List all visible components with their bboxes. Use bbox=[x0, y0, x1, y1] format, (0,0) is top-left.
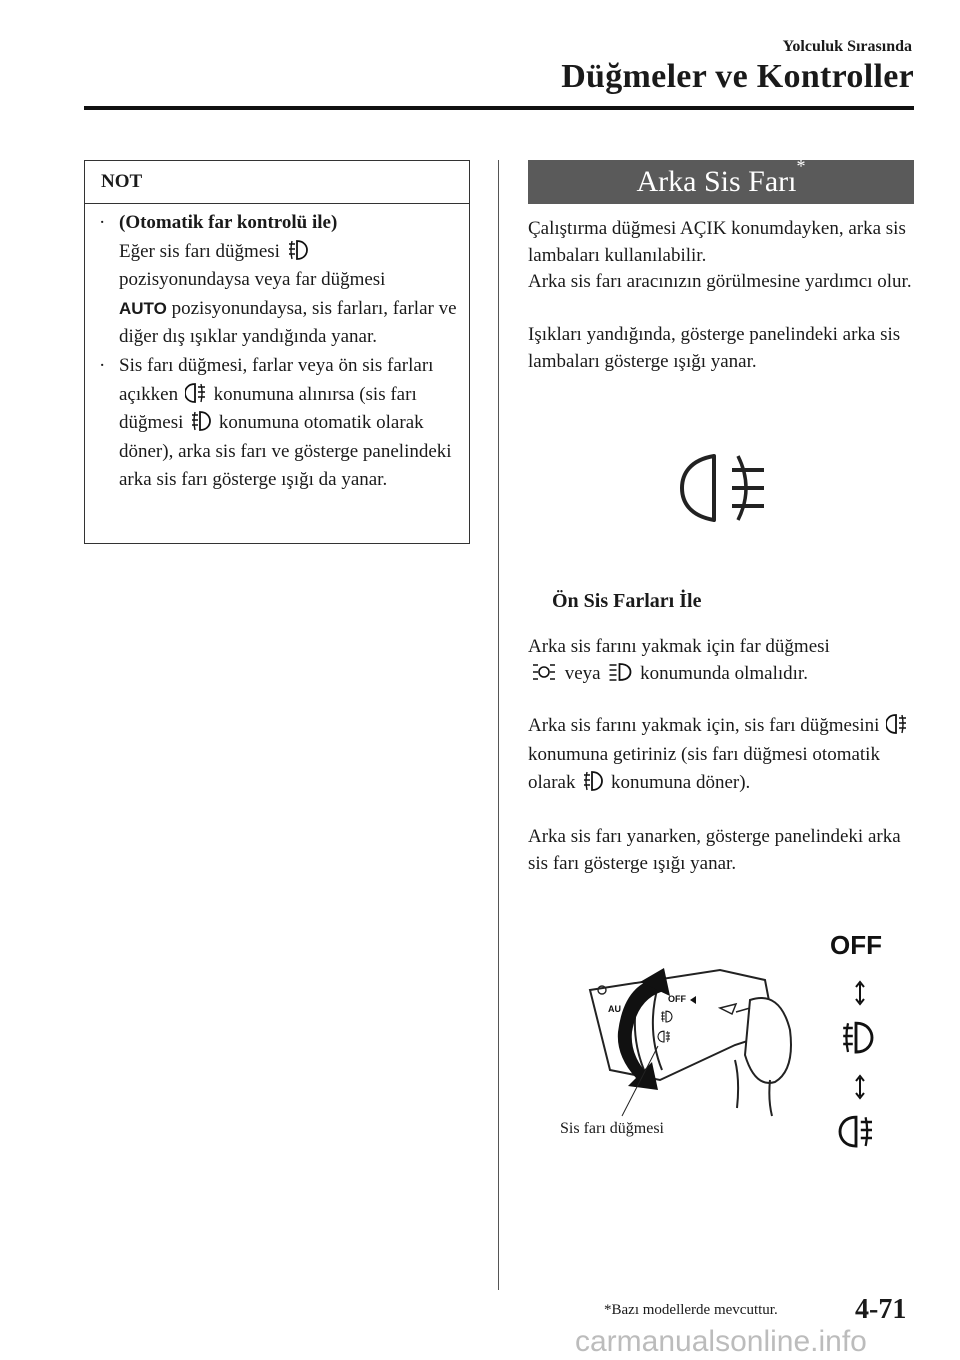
note-item-1-text-d: farlar ve diğer dış ışıklar yandığında yanar. bbox=[119, 297, 457, 348]
headlight-icon bbox=[607, 661, 633, 683]
stalk-knob bbox=[745, 998, 791, 1083]
front-fog-icon bbox=[843, 1023, 872, 1052]
note-item-1-heading: (Otomatik far kontrolü ile) bbox=[119, 212, 338, 233]
updown-arrow-icon bbox=[856, 1076, 864, 1098]
note-item-2-text-a: Sis farı düğmesi, farlar veya ön sis farları açıkken bbox=[119, 354, 434, 405]
column-divider bbox=[498, 160, 499, 1290]
rear-fog-icon bbox=[185, 382, 207, 404]
availability-asterisk: * bbox=[796, 156, 806, 176]
note-item-1-text-b: pozisyonundaysa veya far düğmesi bbox=[119, 269, 386, 291]
auto-icon: AUTO bbox=[119, 298, 167, 318]
paragraph-5-a: Arka sis farını yakmak için, sis farı düğmesini bbox=[528, 715, 880, 736]
watermark: carmanualsonline.info bbox=[575, 1325, 867, 1358]
note-item-1-text-c: pozisyonundaysa, sis farları, bbox=[171, 297, 388, 319]
note-item-1-text-a: Eğer sis farı düğmesi bbox=[119, 240, 280, 262]
subheading: Ön Sis Farları İle bbox=[552, 590, 702, 612]
note-item-1 bbox=[99, 209, 459, 352]
paragraph-3: Işıkları yandığında, gösterge panelindeki arka sis lambaları gösterge ışığı yanar. bbox=[528, 324, 901, 372]
page-title: Düğmeler ve Kontroller bbox=[561, 58, 914, 95]
paragraph-4 bbox=[528, 634, 918, 687]
note-header bbox=[85, 161, 469, 204]
off-position-label: OFF bbox=[830, 930, 882, 960]
header-rule bbox=[84, 106, 914, 110]
paragraph-5-c: konumuna döner). bbox=[610, 772, 751, 793]
paragraph-4-c: konumunda olmalıdır. bbox=[640, 662, 808, 684]
footnote: *Bazı modellerde mevcuttur. bbox=[604, 1302, 778, 1318]
rear-fog-indicator-icon bbox=[676, 452, 772, 524]
stalk-off-label: OFF bbox=[668, 994, 686, 1004]
section-title-bar bbox=[528, 156, 914, 204]
note-item-2-text-b: konumuna alınırsa (sis farı düğmesi bbox=[119, 383, 417, 434]
paragraph-1: Çalıştırma düğmesi AÇIK konumdayken, arka sis lambaları kullanılabilir. bbox=[528, 218, 906, 266]
page-number: 4-71 bbox=[855, 1294, 907, 1325]
front-fog-icon bbox=[190, 410, 212, 432]
note-box bbox=[84, 160, 470, 544]
rear-fog-icon bbox=[840, 1117, 872, 1146]
paragraph-5-b: konumuna getiriniz (sis farı düğmesi otomatik olarak bbox=[528, 743, 880, 793]
note-item-2 bbox=[99, 352, 459, 495]
note-body bbox=[99, 209, 459, 495]
bullet: · bbox=[99, 212, 106, 233]
parking-light-icon bbox=[530, 661, 558, 683]
note-item-2-text-c: konumuna otomatik olarak döner), arka sis farı ve gösterge panelindeki arka sis farı gösterge ışığı da yanar. bbox=[119, 412, 452, 491]
front-fog-icon bbox=[287, 239, 309, 261]
bullet: · bbox=[99, 354, 106, 376]
note-label: NOT bbox=[101, 171, 143, 192]
stalk-auto-label: AU bbox=[608, 1004, 621, 1014]
running-head: Yolculuk Sırasında bbox=[782, 38, 912, 55]
paragraph-5 bbox=[528, 712, 918, 798]
illustration-caption: Sis farı düğmesi bbox=[560, 1120, 664, 1137]
paragraph-2: Arka sis farı aracınızın görülmesine yardımcı olur. bbox=[528, 271, 912, 292]
paragraph-6: Arka sis farı yanarken, gösterge panelindeki arka sis farı gösterge ışığı yanar. bbox=[528, 826, 901, 874]
updown-arrow-icon bbox=[856, 982, 864, 1004]
rear-fog-icon bbox=[886, 713, 908, 735]
paragraph-4-a: Arka sis farını yakmak için far düğmesi bbox=[528, 636, 830, 657]
paragraph-4-b: veya bbox=[564, 662, 601, 684]
section-title: Arka Sis Farı bbox=[636, 165, 797, 198]
front-fog-icon bbox=[582, 770, 604, 792]
light-switch-illustration bbox=[540, 920, 920, 1180]
